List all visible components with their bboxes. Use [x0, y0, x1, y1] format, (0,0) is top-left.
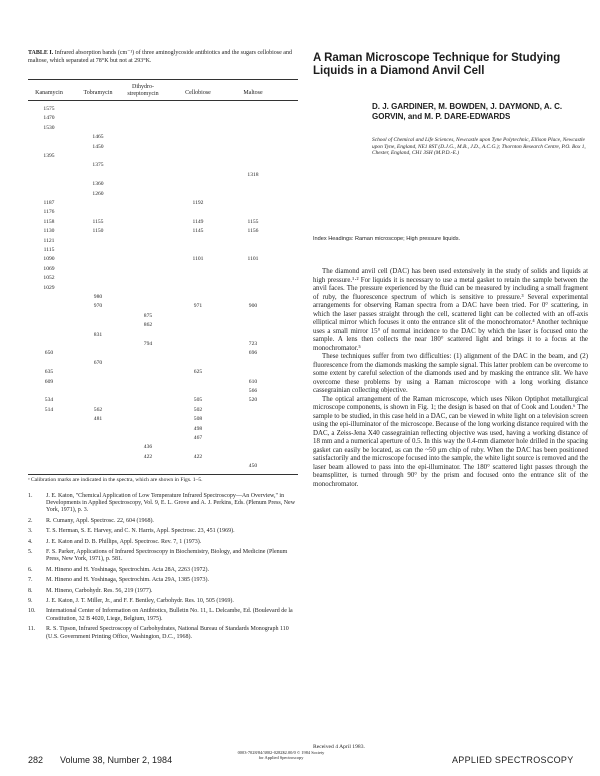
- table-cell: 610: [248, 378, 258, 385]
- body-paragraph: The diamond anvil cell (DAC) has been used extensively in the study of solids and liquids at high pressure.¹·² For liquids it is necessary to use a metal gasket to retain the sample between the anvil faces. The pressure experienced by the fluid can be measured by including a small fragment of ruby, the fluorescence spectrum of which is sensitive to pressure.³ Several experimental arrangements for observing Raman spectra from a DAC have been tried. For 0° scattering, in which the laser passes straight through the cell, scattered light can be collected with an off-axis elliptical mirror which focuses it onto the entrance slit of the monochromator.⁴ Another technique uses a small mirror 15° of normal incidence to the DAC by which the laser is focused onto the sample. A lens then collects the near 180° scattered light and brings it to a focus at the monochromator.⁵: [313, 268, 588, 352]
- table-cell: 723: [248, 341, 258, 347]
- reference-list: [28, 493, 298, 645]
- reference-item: [28, 608, 298, 623]
- table-top-rule: [28, 79, 298, 80]
- table-cell: 1155: [247, 218, 259, 225]
- reference-text: R. S. Tipson, Infrared Spectroscopy of Carbohydrates, National Bureau of Standards Monograph 110 (U.S. Government Printing Office, Washington, D.C., 1968).: [46, 626, 289, 640]
- index-headings: Index Headings: Raman microscope; High pressure liquids.: [313, 236, 461, 242]
- reference-item: [28, 539, 298, 546]
- reference-text: M. Hineno and H. Yoshinaga, Spectrochim. Acta 28A, 2263 (1972).: [46, 566, 209, 573]
- table-cell: 696: [248, 350, 258, 357]
- table-cell: 1360: [92, 181, 104, 188]
- reference-item: [28, 549, 298, 564]
- table-cell: 1101: [192, 256, 204, 263]
- journal-name: APPLIED SPECTROSCOPY: [452, 755, 574, 765]
- table-cell: 450: [248, 463, 258, 470]
- reference-item: [28, 588, 298, 595]
- table-cell: 831: [93, 331, 103, 338]
- table-column-header: Tobramycin: [83, 90, 113, 96]
- table-cell: 1130: [43, 228, 55, 235]
- table-cell: 520: [248, 397, 258, 404]
- table-cell: 609: [44, 378, 54, 385]
- reference-item: [28, 577, 298, 584]
- table-cell: 498: [193, 425, 203, 432]
- reference-item: [28, 626, 298, 641]
- table-cell: 1155: [92, 218, 104, 225]
- table-cell: 670: [93, 359, 103, 366]
- table-cell: 1465: [92, 134, 104, 141]
- table-cell: 1450: [92, 143, 104, 150]
- table-cell: 1260: [92, 190, 104, 197]
- table-footnote: ᵃ Calibration marks are indicated in the spectra, which are shown in Figs. 1–5.: [28, 476, 203, 483]
- table-cell: 566: [248, 388, 258, 394]
- table-cell: 1470: [43, 115, 55, 122]
- reference-text: J. E. Katon and D. B. Phillips, Appl. Spectrosc. Rev. 7, 1 (1973).: [46, 538, 202, 545]
- table-cell: 1176: [43, 209, 55, 216]
- table-column-header: Kanamycin: [35, 90, 63, 96]
- table-column-header: Maltose: [243, 90, 263, 96]
- table-column-header: Cellobiose: [185, 90, 211, 96]
- reference-text: R. Cumany, Appl. Spectrosc. 22, 604 (1968).: [46, 517, 154, 524]
- reference-item: [28, 493, 298, 515]
- table-cell: 436: [143, 444, 153, 451]
- table-cell: 1150: [92, 228, 104, 235]
- reference-text: J. E. Katon, J. T. Miller, Jr., and F. F. Bentley, Carbohydr. Res. 10, 505 (1969).: [46, 598, 234, 605]
- reference-text: J. E. Katon, "Chemical Application of Low Temperature Infrared Spectroscopy—An Overview," in Developments in Applied Spectroscopy, Vol. 9, E. L. Grove and A. J. Perkins, Eds. (Plenum Press, New York, 1971), p. 3.: [46, 492, 296, 514]
- table-column-header: Dihydro-streptomycin: [127, 84, 159, 97]
- reference-number: 6.: [28, 566, 33, 573]
- reference-text: T. S. Herman, S. E. Harvey, and C. N. Harris, Appl. Spectrosc. 23, 451 (1969).: [46, 528, 235, 535]
- table-cell: 1090: [43, 256, 55, 263]
- reference-number: 9.: [28, 598, 33, 605]
- reference-item: [28, 598, 298, 605]
- table-cell: 534: [44, 397, 54, 404]
- table-cell: 794: [143, 341, 153, 347]
- reference-number: 1.: [28, 492, 33, 499]
- article-title: A Raman Microscope Technique for Studying Liquids in a Diamond Anvil Cell: [313, 52, 561, 77]
- table-cell: 650: [44, 350, 54, 357]
- table-cell: 1029: [43, 284, 55, 291]
- table-cell: 970: [93, 303, 103, 310]
- table-cell: 971: [193, 303, 203, 310]
- table-cell: 505: [193, 397, 203, 404]
- reference-number: 4.: [28, 538, 33, 545]
- reference-number: 8.: [28, 587, 33, 594]
- reference-text: M. Hineno, Carbohydr. Res. 56, 219 (1977).: [46, 587, 153, 594]
- table-cell: 1375: [92, 162, 104, 169]
- table-bottom-rule: [28, 474, 298, 475]
- table-cell: 1101: [247, 256, 259, 263]
- body-paragraph: The optical arrangement of the Raman microscope, which uses Nikon Optiphot metallurgical microscope components, is shown in Fig. 1; the design is based on that of Cook and Louden.⁶ The sample to be studied, in this case held in a DAC, can be viewed in white light on a television screen using the epi-illuminator of the microscope. Because of the long working distance required with the DAC, a Zeiss-Jena X40 cassegrainian reflecting objective was used, having a working distance of 18 mm and a numerical aperture of 0.5. In this way the 0.4-mm diameter hole drilled in the spacing gasket can easily be located, as can the ~50 μm chip of ruby. When the DAC has been positioned satisfactorily and the microscope focused into the sample, the white light source is removed and the laser beam allowed to pass into the epi-illuminator. The 180° scattered light passes through the beamsplitter, is turned through 90° by the prism and focused onto the entrance slit of the monochromator.: [313, 395, 588, 488]
- table-cell: 1115: [43, 247, 55, 253]
- table-cell: 502: [193, 406, 203, 413]
- table-cell: 422: [143, 453, 153, 460]
- reference-number: 7.: [28, 577, 33, 584]
- table-caption-text: Infrared absorption bands (cm⁻¹) of three aminoglycoside antibiotics and the sugars cellobiose and maltose, which separated at 78°K but not at 293°K.: [28, 50, 292, 64]
- reference-number: 10.: [28, 608, 36, 615]
- copyright-notice: 0003-7028/84/3802-0282$2.00/0 © 1984 Society for Applied Spectroscopy: [237, 750, 325, 761]
- table-cell: 862: [143, 322, 153, 329]
- table-cell: 467: [193, 435, 203, 441]
- volume-info: Volume 38, Number 2, 1984: [60, 755, 173, 765]
- table-cell: 1052: [43, 275, 55, 282]
- reference-number: 11.: [28, 626, 36, 633]
- reference-item: [28, 567, 298, 574]
- article-body: [313, 268, 588, 489]
- table-cell: 1156: [247, 228, 259, 235]
- table-cell: 422: [193, 453, 203, 460]
- table-cell: 635: [44, 369, 54, 376]
- table-cell: 481: [93, 416, 103, 423]
- table-cell: 1530: [43, 124, 55, 131]
- table-cell: 900: [248, 303, 258, 310]
- table-cell: 514: [44, 406, 54, 413]
- table-cell: 1158: [43, 218, 55, 225]
- table-cell: 1187: [43, 200, 55, 206]
- table-cell: 1192: [192, 200, 204, 206]
- reference-number: 3.: [28, 528, 33, 535]
- table-cell: 508: [193, 416, 203, 423]
- table-cell: 1145: [192, 228, 204, 235]
- table-header-rule: [28, 100, 298, 101]
- table-cell: 1575: [43, 106, 55, 112]
- reference-text: International Center of Information on Antibiotics, Bulletin No. 11, L. Delcambe, Ed. (Boulevard de la Constitution, 32 B 4020, Liege, Belgium, 1975).: [46, 608, 293, 622]
- table-cell: 1149: [192, 218, 204, 225]
- table-cell: 875: [143, 312, 153, 319]
- table-caption: [28, 50, 298, 65]
- table-cell: 1069: [43, 265, 55, 272]
- reference-number: 5.: [28, 549, 33, 556]
- reference-item: [28, 518, 298, 525]
- author-affiliation: School of Chemical and Life Sciences, Newcastle upon Tyne Polytechnic, Ellison Place, Newcastle upon Tyne, England, NE1 8ST (D.J.G., M.B., J.D., A.C.G.); Thornton Research Centre, P.O. Box 1, Chester, England, CH1 3SH (M.P.D.-E.): [372, 137, 586, 157]
- page-number: 282: [28, 755, 44, 765]
- table-cell: 1318: [247, 171, 259, 178]
- table-cell: 1395: [43, 153, 55, 159]
- table-cell: 625: [193, 369, 203, 376]
- table-cell: 980: [93, 294, 103, 300]
- reference-number: 2.: [28, 517, 33, 524]
- table-cell: 562: [93, 406, 103, 413]
- reference-item: [28, 528, 298, 535]
- reference-text: F. S. Parker, Applications of Infrared Spectroscopy in Biochemistry, Biology, and Medicine (Plenum Press, New York, 1971), p. 581.: [46, 549, 288, 563]
- article-authors: D. J. GARDINER, M. BOWDEN, J. DAYMOND, A. C. GORVIN, and M. P. DARE-EDWARDS: [372, 102, 563, 121]
- body-paragraph: These techniques suffer from two difficulties: (1) alignment of the DAC in the beam, and (2) fluorescence from the diamonds masking the sample signal. This latter problem can be overcome to some extent by careful selection of the diamonds used and by masking the entrance slit. We have overcome these problems by using a Raman microscope with a long working distance cassegrainian collecting objective.: [313, 353, 588, 394]
- table-caption-label: TABLE I.: [28, 50, 54, 56]
- reference-text: M. Hineno and H. Yoshinaga, Spectrochim. Acta 29A, 1385 (1973).: [46, 577, 209, 584]
- received-date: Received 4 April 1983.: [313, 744, 365, 750]
- page-footer: [0, 747, 600, 771]
- table-cell: 1121: [43, 237, 55, 244]
